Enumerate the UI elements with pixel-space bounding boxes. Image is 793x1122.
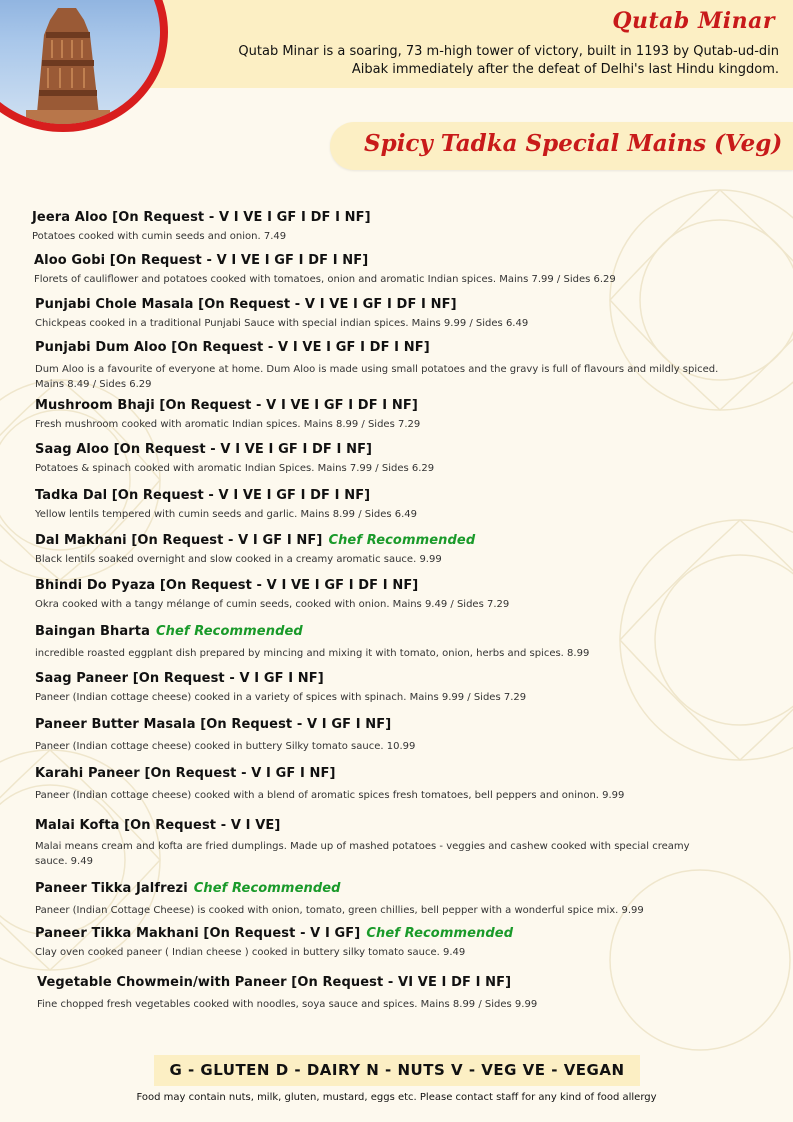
menu-item (34, 253, 734, 287)
menu-item (35, 671, 735, 705)
item-description: Potatoes cooked with cumin seeds and onion. 7.49 (32, 231, 287, 242)
item-name: Jeera Aloo [On Request - V I VE I GF I DF I NF] (32, 210, 371, 225)
item-description: Black lentils soaked overnight and slow cooked in a creamy aromatic sauce. 9.99 (35, 554, 442, 565)
menu-item (35, 717, 735, 754)
item-description: Chickpeas cooked in a traditional Punjabi Sauce with special indian spices. Mains 9.99 / Sides 6.49 (35, 318, 529, 329)
item-name: Bhindi Do Pyaza [On Request - V I VE I GF I DF I NF] (35, 578, 419, 593)
chef-recommended-badge: Chef Recommended (328, 533, 476, 548)
item-name: Paneer Tikka Makhani [On Request - V I GF] Chef Recommended (35, 926, 514, 941)
menu-item (35, 926, 735, 960)
item-description: Yellow lentils tempered with cumin seeds and garlic. Mains 8.99 / Sides 6.49 (35, 509, 418, 520)
qutab-minar-photo (0, 0, 168, 132)
item-description: Potatoes & spinach cooked with aromatic Indian Spices. Mains 7.99 / Sides 6.29 (35, 463, 435, 474)
header-description: Qutab Minar is a soaring, 73 m-high tower of victory, built in 1193 by Qutab-ud-din Aibak immediately after the defeat of Delhi's last Hindu kingdom. (238, 44, 779, 77)
item-name: Karahi Paneer [On Request - V I GF I NF] (35, 766, 336, 781)
menu-item (35, 488, 735, 522)
menu-item (35, 398, 735, 432)
menu-item (35, 624, 735, 661)
allergy-note: Food may contain nuts, milk, gluten, mustard, eggs etc. Please contact staff for any kind of food allergy (136, 1092, 657, 1103)
menu-item (35, 340, 725, 392)
item-name: Dal Makhani [On Request - V I GF I NF] Chef Recommended (35, 533, 476, 548)
header-title: Qutab Minar (612, 8, 775, 34)
item-name: Malai Kofta [On Request - V I VE] (35, 818, 281, 833)
item-description: Paneer (Indian cottage cheese) cooked in a variety of spices with spinach. Mains 9.99 / Sides 7.29 (35, 692, 527, 703)
item-description: Fresh mushroom cooked with aromatic Indian spices. Mains 8.99 / Sides 7.29 (35, 419, 421, 430)
menu-item (37, 975, 737, 1012)
menu-item (35, 881, 735, 918)
item-name: Punjabi Chole Masala [On Request - V I VE I GF I DF I NF] (35, 297, 457, 312)
item-name: Tadka Dal [On Request - V I VE I GF I DF I NF] (35, 488, 371, 503)
menu-item (35, 442, 735, 476)
item-name: Saag Aloo [On Request - V I VE I GF I DF I NF] (35, 442, 373, 457)
chef-recommended-badge: Chef Recommended (366, 926, 514, 941)
item-name: Saag Paneer [On Request - V I GF I NF] (35, 671, 324, 686)
item-description: incredible roasted eggplant dish prepared by mincing and mixing it with tomato, onion, herbs and spices. 8.99 (35, 648, 590, 659)
chef-recommended-badge: Chef Recommended (193, 881, 341, 896)
item-name: Vegetable Chowmein/with Paneer [On Request - VI VE I DF I NF] (37, 975, 512, 990)
item-description: Malai means cream and kofta are fried dumplings. Made up of mashed potatoes - veggies and cashew cooked with special creamy sauce. 9.49 (35, 841, 690, 867)
chef-recommended-badge: Chef Recommended (156, 624, 303, 639)
item-name: Paneer Butter Masala [On Request - V I GF I NF] (35, 717, 392, 732)
menu-item (35, 297, 735, 331)
menu-item (35, 766, 735, 803)
item-description: Paneer (Indian Cottage Cheese) is cooked with onion, tomato, green chillies, bell pepper with a wonderful spice mix. 9.99 (35, 905, 644, 916)
item-name: Mushroom Bhaji [On Request - V I VE I GF I DF I NF] (35, 398, 418, 413)
item-description: Florets of cauliflower and potatoes cooked with tomatoes, onion and aromatic Indian spices. Mains 7.99 / Sides 6.29 (34, 274, 616, 285)
item-description: Okra cooked with a tangy mélange of cumin seeds, cooked with onion. Mains 9.49 / Sides 7.29 (35, 599, 510, 610)
item-description: Dum Aloo is a favourite of everyone at home. Dum Aloo is made using small potatoes and the gravy is full of flavours and mildly spiced. Mains 8.49 / Sides 6.29 (35, 364, 719, 390)
item-name: Paneer Tikka Jalfrezi Chef Recommended (35, 881, 341, 896)
item-description: Fine chopped fresh vegetables cooked with noodles, soya sauce and spices. Mains 8.99 / Sides 9.99 (37, 999, 538, 1010)
item-name: Punjabi Dum Aloo [On Request - V I VE I GF I DF I NF] (35, 340, 430, 355)
section-banner (330, 122, 793, 170)
menu-item (32, 210, 732, 244)
item-description: Clay oven cooked paneer ( Indian cheese ) cooked in buttery silky tomato sauce. 9.49 (35, 947, 466, 958)
menu-item (35, 578, 735, 612)
menu-item (35, 818, 715, 869)
dietary-legend: G - GLUTEN D - DAIRY N - NUTS V - VEG VE - VEGAN (154, 1055, 640, 1086)
item-description: Paneer (Indian cottage cheese) cooked with a blend of aromatic spices fresh tomatoes, bell peppers and oninon. 9.99 (35, 790, 625, 801)
item-name: Baingan Bharta Chef Recommended (35, 624, 303, 639)
item-description: Paneer (Indian cottage cheese) cooked in buttery Silky tomato sauce. 10.99 (35, 741, 416, 752)
item-name: Aloo Gobi [On Request - V I VE I GF I DF I NF] (34, 253, 369, 268)
section-title: Spicy Tadka Special Mains (Veg) (364, 130, 783, 157)
menu-item (35, 533, 735, 567)
